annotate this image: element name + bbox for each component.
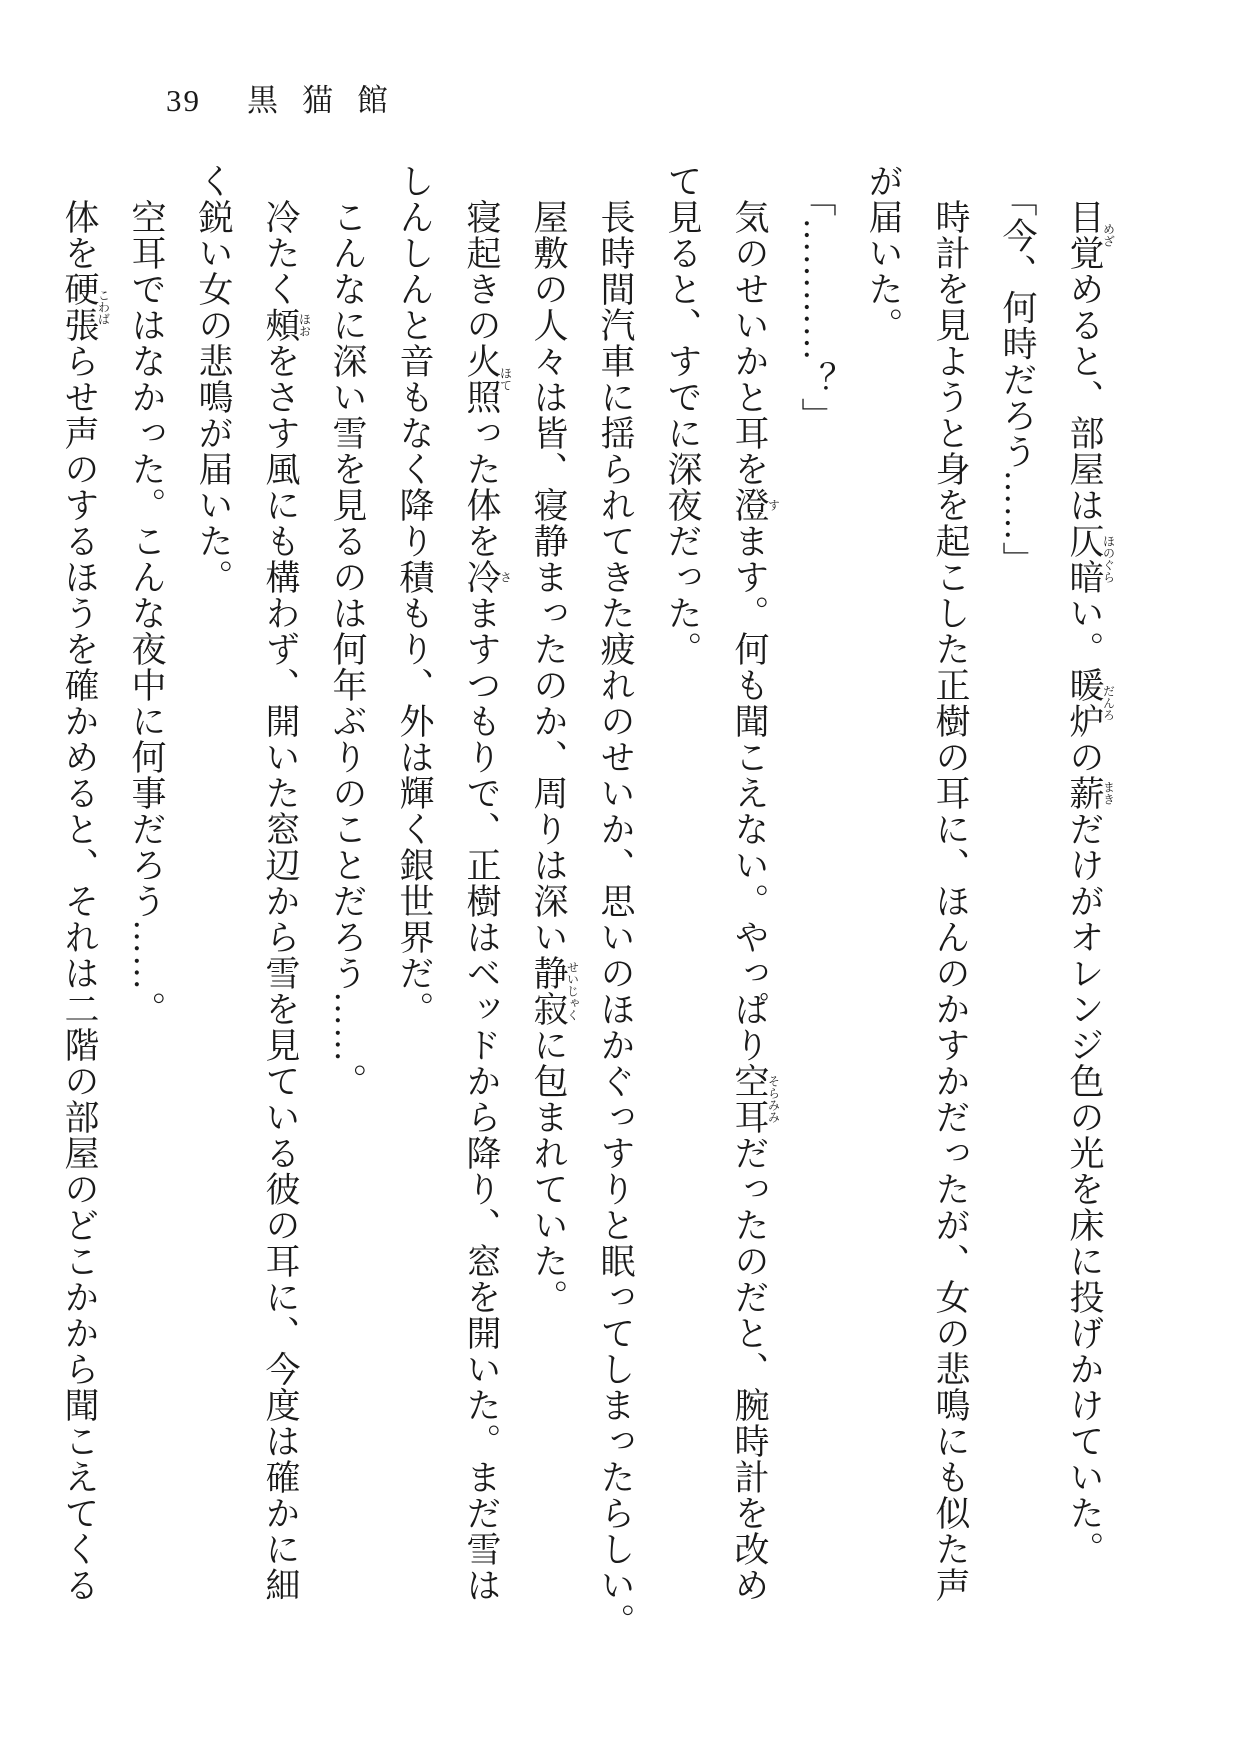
text-column: 「今、何時だろう……」 [998,199,1037,578]
page-header [166,84,412,118]
furigana: す [766,487,781,523]
ruby-annotated-word: 頰ほお [261,307,312,343]
text-column: 長時間汽車に揺られてきた疲れのせいか、思いのほかぐっすりと眠ってしまったらしい。 [596,199,635,1639]
furigana: そらみみ [766,1063,781,1135]
ruby-annotated-word: 硬張こわば [60,271,111,343]
text-column: が届いた。 [864,163,903,343]
text-column: 目覚めざめると、部屋は仄暗ほのぐらい。暖炉だんろの薪まきだけがオレンジ色の光を床に投げかけていた。 [1065,199,1116,1567]
text-column: 寝起きの火照ほてった体を冷さますつもりで、正樹はベッドから降り、窓を開いた。まだ雪は [462,199,513,1603]
furigana: さ [498,559,513,595]
page-number: 39 [166,83,201,118]
furigana: めざ [1101,199,1116,271]
text-column: 「…………？」 [797,199,836,434]
furigana: ほて [498,343,513,415]
text-column: 冷たく頰ほおをさす風にも構わず、開いた窓辺から雪を見ている彼の耳に、今度は確かに細 [261,199,312,1603]
text-column: しんしんと音もなく降り積もり、外は輝く銀世界だ。 [395,163,434,1027]
furigana: だんろ [1101,667,1116,739]
ruby-annotated-word: 空耳そらみみ [730,1063,781,1135]
ruby-annotated-word: 暖炉だんろ [1065,667,1116,739]
book-title: 黒猫館 [247,83,412,118]
text-column: 気のせいかと耳を澄すます。何も聞こえない。やっぱり空耳そらみみだったのだと、腕時計を改め [730,199,781,1603]
furigana: まき [1101,775,1116,811]
ruby-annotated-word: 澄す [730,487,781,523]
ruby-annotated-word: 冷さ [462,559,513,595]
ruby-annotated-word: 火照ほて [462,343,513,415]
text-column: 体を硬張こわばらせ声のするほうを確かめると、それは二階の部屋のどこかから聞こえてくる [60,199,111,1603]
text-column: て見ると、すでに深夜だった。 [663,163,702,667]
furigana: こわば [96,271,111,343]
text-column: 屋敷の人々は皆、寝静まったのか、周りは深い静寂せいじゃくに包まれていた。 [529,199,580,1315]
furigana: ほのぐら [1101,523,1116,595]
ruby-annotated-word: 静寂せいじゃく [529,955,580,1027]
vertical-text-block [46,163,1118,1663]
text-column: こんなに深い雪を見るのは何年ぶりのことだろう……。 [328,199,367,1099]
ruby-annotated-word: 目覚めざ [1065,199,1116,271]
text-column: 空耳ではなかった。こんな夜中に何事だろう……。 [127,199,166,1027]
ruby-annotated-word: 仄暗ほのぐら [1065,523,1116,595]
text-column: 時計を見ようと身を起こした正樹の耳に、ほんのかすかだったが、女の悲鳴にも似た声 [931,199,970,1603]
ruby-annotated-word: 薪まき [1065,775,1116,811]
furigana: ほお [297,307,312,343]
furigana: せいじゃく [565,955,580,1027]
text-column: く鋭い女の悲鳴が届いた。 [194,163,233,595]
